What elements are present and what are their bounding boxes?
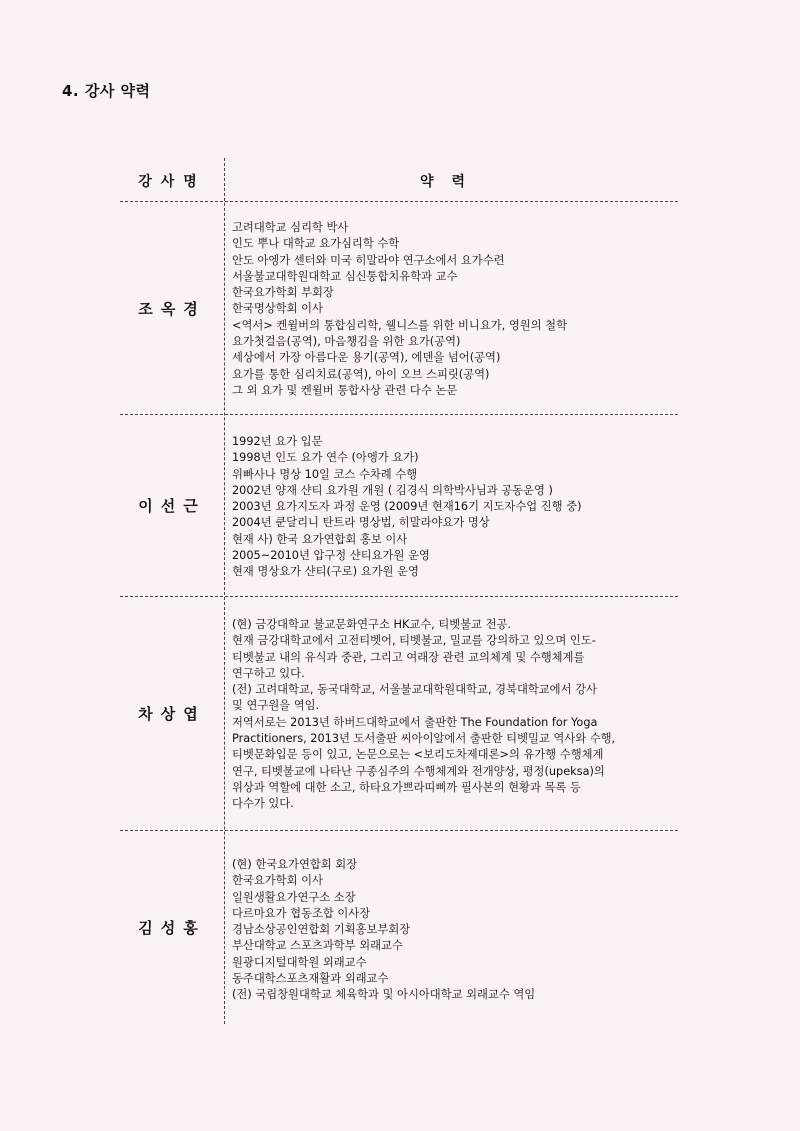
- career-line: (전) 국립창원대학교 체육학과 및 아시아대학교 외래교수 역임: [232, 988, 536, 1002]
- instructor-name: 차상엽: [138, 705, 206, 723]
- career-line: 일원생활요가연구소 소장: [232, 890, 356, 904]
- career-line: 현재 금강대학교에서 고전티벳어, 티벳불교, 밀교를 강의하고 있으며 인도-: [232, 634, 596, 648]
- career-line: 2004년 쿤달리니 탄트라 명상법, 히말라야요가 명상: [232, 516, 490, 530]
- career-line: 부산대학교 스포츠과학부 외래교수: [232, 939, 403, 953]
- career-line: 티벳문화입문 등이 있고, 논문으로는 <보리도차제대론>의 유가행 수행체계: [232, 748, 604, 762]
- career-line: 2005~2010년 압구정 샨티요가원 운영: [232, 549, 430, 563]
- career-line: 2002년 양재 샨티 요가원 개원 ( 김경식 의학박사님과 공동운영 ): [232, 483, 553, 497]
- header-name: 강사명: [138, 174, 206, 190]
- career-line: 요가첫걸음(공역), 마음챙김을 위한 요가(공역): [232, 335, 461, 349]
- career-line: Practitioners, 2013년 도서출판 씨아이알에서 출판한 티벳밀교 역사와 수행,: [232, 732, 616, 746]
- instructor-name: 조옥경: [138, 299, 206, 318]
- career-line: 다수가 있다.: [232, 797, 294, 811]
- career-line: 한국요가학회 부회장: [232, 286, 334, 300]
- career-line: 동주대학스포츠재활과 외래교수: [232, 972, 389, 986]
- career-line: 저역서로는 2013년 하버드대학교에서 출판한 The Foundation for Yoga: [232, 715, 598, 729]
- instructor-name: 이선근: [138, 497, 206, 515]
- table-row: [120, 415, 678, 597]
- career-line: 1998년 인도 요가 연수 (아엥가 요가): [232, 451, 419, 465]
- career-line: 고려대학교 심리학 박사: [232, 221, 349, 234]
- table-row: [120, 831, 678, 1024]
- career-list: [232, 857, 676, 1004]
- career-line: 1992년 요가 입문: [232, 435, 323, 448]
- career-line: (전) 고려대학교, 동국대학교, 서울불교대학원대학교, 경북대학교에서 강사: [232, 683, 597, 697]
- career-list: [232, 434, 676, 581]
- career-line: 인도 뿌나 대학교 요가심리학 수학: [232, 237, 400, 251]
- career-list: [232, 220, 676, 399]
- career-line: (현) 한국요가연합회 회장: [232, 858, 358, 871]
- career-line: 그 외 요가 및 켄윌버 통합사상 관련 다수 논문: [232, 383, 458, 397]
- career-line: 다르마요가 협동조합 이사장: [232, 906, 371, 920]
- table-row: [120, 202, 678, 415]
- career-line: 연구하고 있다.: [232, 666, 305, 680]
- career-line: 경남소상공인연합회 기획홍보부회장: [232, 923, 411, 937]
- career-line: <역서> 켄윌버의 통합심리학, 웰니스를 위한 비니요가, 영원의 철학: [232, 318, 567, 332]
- career-line: 2003년 요가지도자 과정 운영 (2009년 현재16기 지도자수업 진행 중): [232, 500, 582, 514]
- instructor-name: 김성홍: [138, 919, 206, 937]
- career-line: 요가를 통한 심리치료(공역), 아이 오브 스피릿(공역): [232, 367, 490, 381]
- career-line: 한국요가학회 이사: [232, 874, 323, 888]
- career-line: 및 연구원을 역임.: [232, 699, 320, 713]
- instructor-table: [120, 158, 678, 1024]
- career-line: 원광디지털대학원 외래교수: [232, 955, 367, 969]
- career-line: 안도 아엥가 센터와 미국 히말라야 연구소에서 요가수련: [232, 253, 505, 267]
- career-line: 위상과 역할에 대한 소고, 하타요가쁘라띠삐까 필사본의 현황과 목록 등: [232, 780, 581, 794]
- career-line: 서울불교대학원대학교 심신통합치유학과 교수: [232, 269, 458, 283]
- career-line: 현재 사) 한국 요가연합회 홍보 이사: [232, 532, 408, 546]
- career-line: 세상에서 가장 아름다운 용기(공역), 에덴을 넘어(공역): [232, 351, 501, 365]
- table-header: [120, 158, 678, 202]
- career-line: 연구, 티벳불교에 나타난 구종심주의 수행체계와 전개양상, 평정(upeksa)의: [232, 764, 605, 778]
- career-line: 한국명상학회 이사: [232, 302, 323, 316]
- career-line: (현) 금강대학교 불교문화연구소 HK교수, 티벳불교 전공.: [232, 618, 512, 631]
- career-line: 위빠사나 명상 10일 코스 수차례 수행: [232, 467, 418, 481]
- header-career: 약력: [419, 174, 484, 190]
- page-title: 4. 강사 약력: [62, 82, 151, 100]
- table-row: [120, 597, 678, 831]
- career-line: 티벳불교 내의 유식과 중관, 그리고 여래장 관련 교의체계 및 수행체계를: [232, 650, 585, 664]
- career-line: 현재 명상요가 샨티(구로) 요가원 운영: [232, 565, 419, 579]
- career-list: [232, 617, 676, 813]
